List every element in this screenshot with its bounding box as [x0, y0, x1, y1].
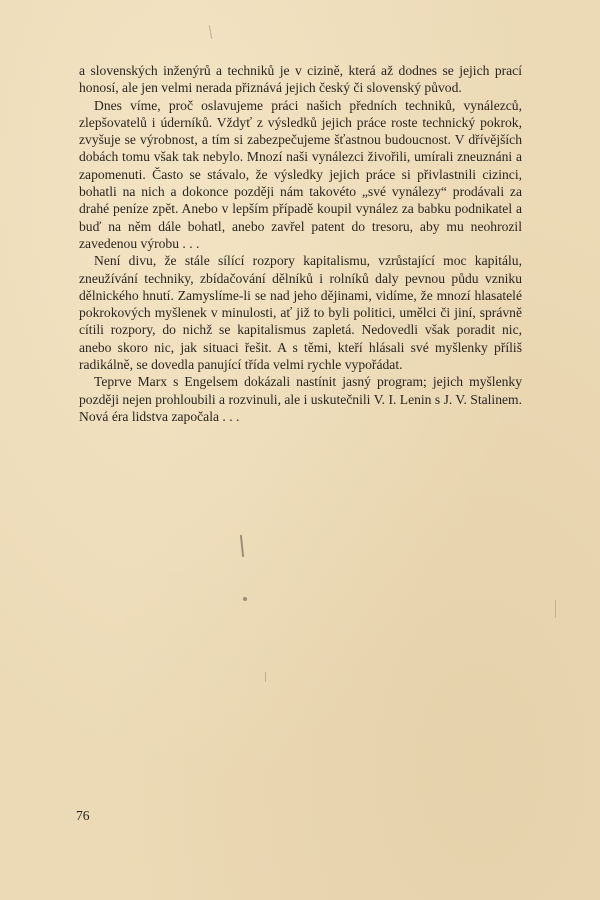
ink-dot [243, 597, 247, 601]
paper-scratch [209, 25, 212, 39]
paragraph-continuation: a slovenských inženýrů a techniků je v cizině, která až dodnes se jejich prací honosí, ale jen velmi nerada přiznává jejich český či slovenský původ. [79, 63, 522, 96]
body-text [79, 62, 522, 425]
paragraph: Není divu, že stále sílící rozpory kapitalismu, vzrůstající moc kapitálu, zneužívání techniky, zbídačování dělníků i rolníků daly pevnou půdu vzniku dělnického hnutí. Zamyslíme-li se nad jeho dějinami, vidíme, že mnozí hlasatelé pokrokových myšlenek v minulosti, ať již to byli politici, umělci či jiní, správně cítili rozpory, do nichž se kapitalismus zapletá. Nedovedli však poradit nic, anebo skoro nic, jak situaci řešit. A s těmi, kteří hlásali své myšlenky příliš radikálně, se dovedla panující třída velmi rychle vypořádat. [79, 253, 522, 373]
paragraph: Dnes víme, proč oslavujeme práci našich předních techniků, vynálezců, zlepšovatelů i úderníků. Vždyť z výsledků jejich práce roste technický pokrok, zvyšuje se výrobnost, a tím si zabezpečujeme šťastnou budoucnost. V dřívějších dobách tomu však tak nebylo. Mnozí naši vynálezci živořili, umírali zneuznáni a zapomenuti. Často se stávalo, že výsledky jejich práce si přivlastnili cizinci, bohatli na nich a dokonce později nám takovéto „své vynálezy“ prodávali za drahé peníze zpět. Anebo v lepším případě koupil vynález za babku podnikatel a buď na něm dále bohatl, anebo zavřel patent do tresoru, aby mu neohrozil zavedenou výrobu . . . [79, 97, 522, 251]
page-number: 76 [76, 808, 90, 823]
ink-mark [240, 535, 244, 557]
paragraph: Teprve Marx s Engelsem dokázali nastínit jasný program; jejich myšlenky později nejen prohloubili a rozvinuli, ale i uskutečnili V. I. Lenin s J. V. Stalinem. Nová éra lidstva započala . . . [79, 374, 522, 424]
paper-scratch [265, 672, 266, 682]
paper-scratch [555, 600, 556, 618]
